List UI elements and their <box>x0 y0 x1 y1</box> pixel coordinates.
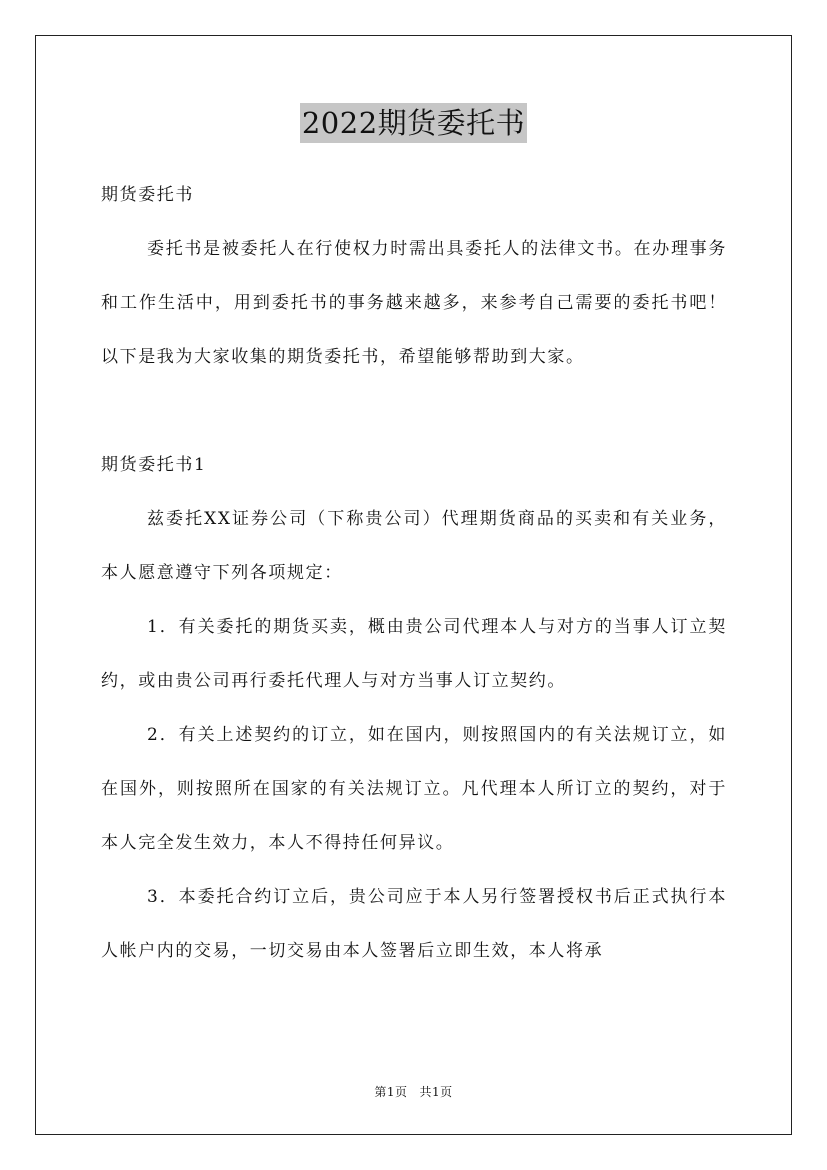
page-total: 共1页 <box>419 1085 453 1099</box>
title-container <box>0 103 827 143</box>
document-title: 2022期货委托书 <box>300 103 527 143</box>
page-number: 第1页 <box>374 1085 408 1099</box>
body-paragraph: 1．有关委托的期货买卖，概由贵公司代理本人与对方的当事人订立契约，或由贵公司再行委托代理人与对方当事人订立契约。 <box>101 617 727 691</box>
page-footer <box>0 1083 827 1100</box>
body-paragraph: 兹委托XX证券公司（下称贵公司）代理期货商品的买卖和有关业务，本人愿意遵守下列各项规定： <box>101 509 727 583</box>
section-heading: 期货委托书1 <box>101 455 207 475</box>
body-paragraph: 2．有关上述契约的订立，如在国内，则按照国内的有关法规订立，如在国外，则按照所在国家的有关法规订立。凡代理本人所订立的契约，对于本人完全发生效力，本人不得持任何异议。 <box>101 725 727 853</box>
subtitle: 期货委托书 <box>101 185 194 205</box>
blank-line <box>101 384 727 438</box>
document-body <box>101 168 727 978</box>
intro-paragraph: 委托书是被委托人在行使权力时需出具委托人的法律文书。在办理事务和工作生活中，用到委托书的事务越来越多，来参考自己需要的委托书吧！以下是我为大家收集的期货委托书，希望能够帮助到大家。 <box>101 239 727 367</box>
body-paragraph: 3．本委托合约订立后，贵公司应于本人另行签署授权书后正式执行本人帐户内的交易，一切交易由本人签署后立即生效，本人将承 <box>101 887 727 961</box>
